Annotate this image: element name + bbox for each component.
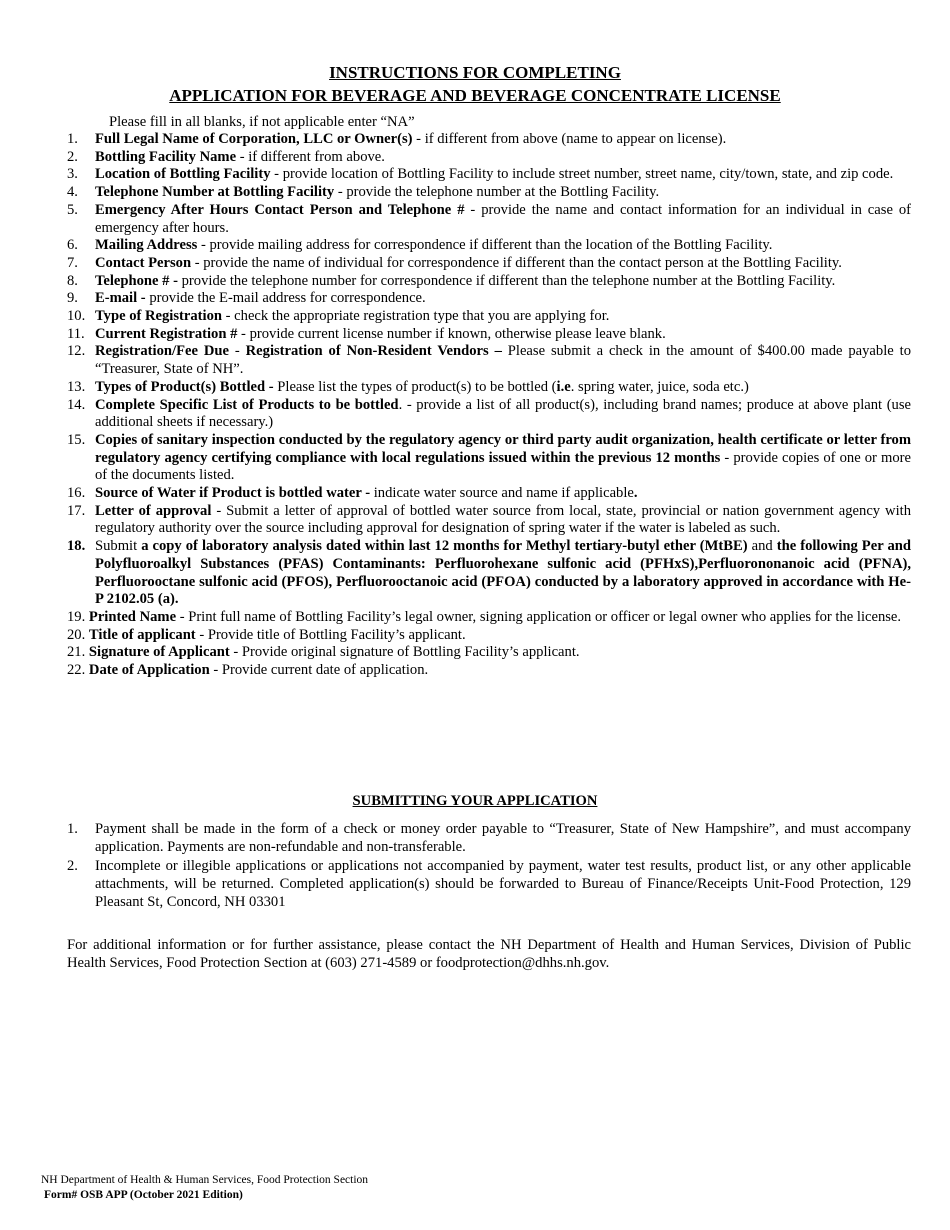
instruction-number: 7. (67, 254, 78, 271)
instruction-bold-segment: Types of Product(s) Bottled - (95, 378, 274, 395)
instruction-bold-segment: Full Legal Name of Corporation, LLC or Owner(s) (95, 131, 413, 147)
instruction-segment: - provide location of Bottling Facility to include street number, street name, city/town, state, and zip code. (270, 166, 894, 183)
instruction-segment: - Submit a letter of approval of bottled water source from local, state, provincial or nation government agency with regulatory authority over the source including approval for designation of spring water if the water is labeled as such. (95, 502, 912, 537)
footer-agency: NH Department of Health & Human Services, Food Protection Section (41, 1174, 369, 1186)
instruction-segment: Submit (95, 538, 142, 555)
instruction-bold-segment: a copy of laboratory analysis dated within last 12 months for Methyl tertiary-butyl ether (MtBE) (141, 538, 748, 555)
instruction-segment: provide the telephone number for correspondence if different than the telephone number at the Bottling Facility. (177, 272, 836, 289)
instruction-segment: Please list the types of product(s) to be bottled ( (273, 378, 557, 395)
instruction-item (67, 149, 911, 167)
instruction-item (67, 485, 911, 503)
instruction-number: 9. (67, 290, 78, 307)
instruction-number: 11. (67, 325, 85, 342)
instruction-number: 3. (67, 166, 78, 183)
submitting-text: Payment shall be made in the form of a check or money order payable to “Treasurer, State of New Hampshire”, and must accompany application. Payments are non-refundable and non-transferable. (95, 821, 911, 855)
submitting-list (67, 821, 911, 914)
instruction-bold-segment: Title of applicant (88, 626, 196, 643)
instruction-segment: - if different from above (name to appear on license). (412, 131, 727, 147)
instruction-text (89, 644, 580, 660)
instruction-text (95, 273, 911, 291)
instruction-number: 8. (67, 272, 78, 289)
instruction-bold-segment: Telephone # - (95, 272, 178, 289)
instruction-item (67, 237, 911, 255)
submitting-item (67, 821, 911, 856)
footer-form-id: Form# OSB APP (October 2021 Edition) (44, 1189, 243, 1201)
instruction-number: 6. (67, 237, 78, 254)
instruction-text (95, 290, 911, 308)
instruction-item (67, 202, 911, 237)
instruction-item (67, 644, 911, 662)
instruction-item (67, 627, 911, 645)
instruction-text (95, 308, 911, 326)
instruction-item (67, 503, 911, 538)
instruction-text (95, 326, 911, 344)
instruction-bold-segment: . (633, 485, 638, 502)
instruction-bold-segment: Copies of sanitary inspection conducted by the regulatory agency or third party audit organization, health certificate or letter from regulatory agency certifying compliance with local regulations issued within the previous 12 months (95, 431, 911, 466)
submitting-heading: SUBMITTING YOUR APPLICATION (352, 793, 598, 809)
instruction-bold-segment: i.e (556, 378, 571, 395)
instruction-bold-segment: Telephone Number at Bottling Facility (95, 184, 335, 201)
instruction-text (89, 609, 901, 625)
instruction-segment: - Print full name of Bottling Facility’s legal owner, signing application or officer or legal owner who applies for the license. (176, 608, 902, 625)
instruction-segment: . - provide a list of all product(s), including brand names; produce at above plant (use additional sheets if necessary.) (95, 396, 912, 431)
instruction-item (67, 609, 911, 627)
instruction-segment: - provide mailing address for correspondence if different than the location of the Bottling Facility. (197, 237, 773, 254)
instruction-bold-segment: Type of Registration (95, 308, 223, 325)
instruction-text (95, 343, 911, 378)
instruction-bold-segment: Printed Name (88, 608, 177, 625)
instruction-bold-segment: Registration/Fee Due (95, 343, 229, 360)
instruction-number: 10. (67, 308, 86, 325)
instruction-number: 19. (67, 608, 86, 625)
instruction-number: 17. (67, 502, 86, 519)
instruction-number: 5. (67, 201, 78, 218)
instruction-number: 20. (67, 626, 86, 643)
document-title-line-2: APPLICATION FOR BEVERAGE AND BEVERAGE CONCENTRATE LICENSE (169, 86, 781, 105)
instruction-bold-segment: Current Registration # (95, 325, 238, 342)
instruction-bold-segment: Date of Application (88, 662, 210, 679)
instruction-item (67, 326, 911, 344)
instruction-number: 15. (67, 431, 86, 448)
instruction-item (67, 290, 911, 308)
submitting-number: 2. (67, 858, 78, 875)
instruction-text (95, 538, 911, 609)
instruction-text (95, 379, 911, 397)
instruction-segment: provide the E-mail address for correspondence. (145, 290, 426, 307)
instruction-bold-segment: Mailing Address (95, 237, 198, 254)
instruction-segment: - Provide current date of application. (209, 662, 429, 679)
instruction-segment: - (228, 343, 246, 360)
instruction-item (67, 379, 911, 397)
instruction-item (67, 273, 911, 291)
instruction-number: 13. (67, 378, 86, 395)
instruction-number: 22. (67, 662, 86, 679)
submitting-number: 1. (67, 821, 78, 837)
instruction-item (67, 131, 911, 149)
instruction-bold-segment: Registration of Non-Resident Vendors – (245, 343, 502, 360)
instruction-segment: indicate water source and name if applicable (370, 485, 634, 502)
instruction-segment: and (747, 538, 777, 555)
instruction-item (67, 397, 911, 432)
instruction-item (67, 308, 911, 326)
instruction-bold-segment: Complete Specific List of Products to be bottled (95, 396, 399, 413)
instruction-segment: - provide the name of individual for correspondence if different than the contact person at the Bottling Facility. (191, 254, 842, 271)
instruction-bold-segment: Signature of Applicant (88, 644, 230, 661)
instruction-text (95, 202, 911, 237)
contact-paragraph: For additional information or for further assistance, please contact the NH Department of Health and Human Services, Division of Public Health Services, Food Protection Section at (603) 271-4589 or foodprotection@dhhs.nh.gov. (67, 937, 911, 971)
instruction-text (95, 184, 911, 202)
submitting-text: Incomplete or illegible applications or applications not accompanied by payment, water test results, product list, or any other applicable attachments, will be returned. Completed application(s) should be forwarded to Bureau of Finance/Receipts Unit-Food Protection, 129 Pleasant St, Concord, NH 03301 (95, 858, 911, 910)
instruction-segment: - Provide original signature of Bottling Facility’s applicant. (229, 644, 580, 661)
instruction-text (95, 149, 911, 167)
instruction-item (67, 255, 911, 273)
instruction-segment: - provide copies of one or more of the documents listed. (95, 449, 911, 484)
instruction-item (67, 184, 911, 202)
instruction-number: 16. (67, 485, 86, 502)
instructions-list (67, 131, 911, 680)
instruction-number: 18. (67, 538, 86, 555)
instruction-bold-segment: Emergency After Hours Contact Person and Telephone # (95, 201, 465, 218)
instruction-text (95, 397, 911, 432)
instruction-text (95, 503, 911, 538)
instruction-text (95, 131, 911, 149)
instruction-bold-segment: Bottling Facility Name (95, 148, 237, 165)
instruction-segment: - check the appropriate registration type that you are applying for. (222, 308, 610, 325)
instruction-text (95, 485, 911, 503)
instruction-number: 14. (67, 396, 86, 413)
instruction-number: 21. (67, 644, 86, 661)
instruction-bold-segment: Location of Bottling Facility (95, 166, 271, 183)
instruction-segment: - provide the name and contact information for an individual in case of emergency after hours. (95, 201, 911, 236)
submitting-item (67, 858, 911, 911)
instruction-number: 12. (67, 343, 86, 360)
instruction-segment: Please submit a check in the amount of $400.00 made payable to “Treasurer, State of NH”. (95, 343, 911, 378)
instruction-text (95, 166, 911, 184)
instruction-item (67, 166, 911, 184)
instruction-bold-segment: Source of Water if Product is bottled water - (95, 485, 371, 502)
instruction-item (67, 343, 911, 378)
instruction-bold-segment: E-mail - (95, 290, 146, 307)
instruction-segment: - provide the telephone number at the Bottling Facility. (334, 184, 660, 201)
document-title-line-1: INSTRUCTIONS FOR COMPLETING (329, 63, 621, 82)
instruction-item (67, 662, 911, 680)
instruction-bold-segment: Letter of approval (95, 502, 212, 519)
instruction-item (67, 432, 911, 485)
instruction-bold-segment: the following Per and Polyfluoroalkyl Substances (PFAS) Contaminants: Perfluorohexane sulfonic acid (PFHxS),Perfluorononanoic acid (PFNA), Perfluorooctane sulfonic acid (PFOS), Perfluorooctanoic acid (PFOA) conducted by a laboratory approved in accordance with He-P 2102.05 (a). (95, 538, 911, 608)
instruction-segment: - if different from above. (236, 148, 385, 165)
instruction-item (67, 538, 911, 609)
instruction-number: 2. (67, 148, 78, 165)
instruction-number: 4. (67, 184, 78, 201)
instruction-text (89, 662, 428, 678)
instruction-text (95, 237, 911, 255)
instruction-bold-segment: Contact Person (95, 254, 192, 271)
instruction-segment: . spring water, juice, soda etc.) (570, 378, 749, 395)
instruction-text (89, 627, 466, 643)
instruction-number: 1. (67, 131, 78, 147)
instruction-segment: - Provide title of Bottling Facility’s applicant. (195, 626, 466, 643)
fill-instructions-note: Please fill in all blanks, if not applicable enter “NA” (109, 114, 415, 130)
instruction-text (95, 255, 911, 273)
instruction-segment: - provide current license number if known, otherwise please leave blank. (237, 325, 666, 342)
instruction-text (95, 432, 911, 485)
